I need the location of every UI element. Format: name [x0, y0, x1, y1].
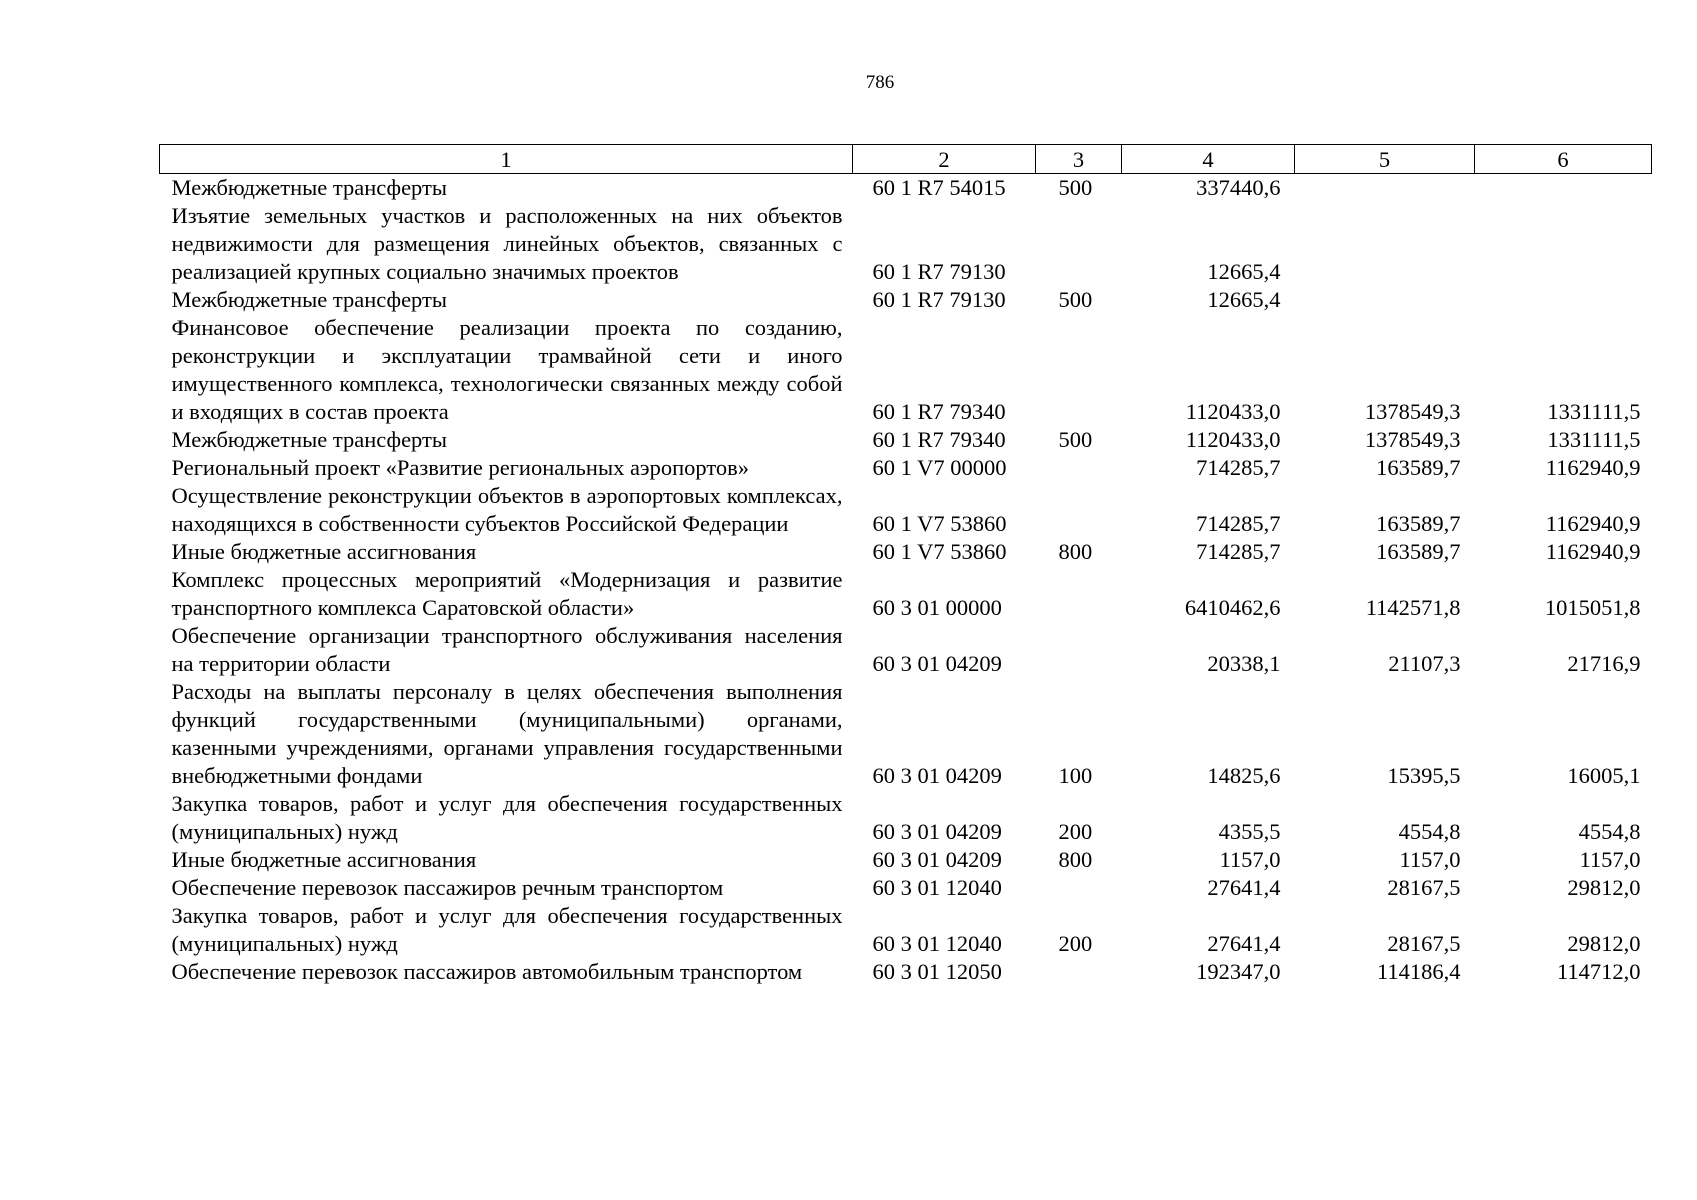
amount-col-4: 14825,6	[1207, 763, 1281, 788]
amount-col-5: 1142571,8	[1365, 595, 1461, 620]
column-header-5: 5	[1295, 145, 1475, 174]
amount-col-4: 12665,4	[1207, 287, 1281, 312]
amount-col-6: 29812,0	[1567, 931, 1641, 956]
table-row	[160, 538, 1652, 566]
table-row	[160, 790, 1652, 846]
expense-name: Иные бюджетные ассигнования	[171, 539, 477, 564]
expense-name: Изъятие земельных участков и расположенных на них объектов недвижимости для размещения линейных объектов, связанных с реализацией крупных социально значимых проектов	[171, 203, 843, 284]
amount-col-5: 163589,7	[1376, 539, 1461, 564]
expense-name: Межбюджетные трансферты	[171, 427, 447, 452]
amount-col-4: 27641,4	[1207, 875, 1281, 900]
expense-type: 100	[1058, 763, 1093, 788]
budget-code: 60 1 R7 79340	[872, 399, 1006, 424]
amount-col-4: 714285,7	[1196, 511, 1281, 536]
budget-code: 60 1 V7 53860	[872, 539, 1007, 564]
budget-code: 60 1 R7 79130	[872, 259, 1006, 284]
budget-code: 60 3 01 00000	[872, 595, 1002, 620]
table-row	[160, 566, 1652, 622]
table-row	[160, 286, 1652, 314]
amount-col-5: 15395,5	[1387, 763, 1461, 788]
page-number: 786	[865, 72, 895, 93]
amount-col-4: 20338,1	[1207, 651, 1281, 676]
amount-col-6: 1162940,9	[1545, 539, 1641, 564]
budget-code: 60 1 V7 53860	[872, 511, 1007, 536]
budget-code: 60 3 01 12050	[872, 959, 1002, 984]
table-row	[160, 846, 1652, 874]
table-row	[160, 902, 1652, 958]
amount-col-6: 1331111,5	[1547, 427, 1641, 452]
amount-col-6: 1157,0	[1579, 847, 1641, 872]
amount-col-5: 1157,0	[1399, 847, 1461, 872]
expense-type: 500	[1058, 427, 1093, 452]
amount-col-4: 1157,0	[1219, 847, 1281, 872]
budget-code: 60 3 01 12040	[872, 875, 1002, 900]
budget-code: 60 3 01 12040	[872, 931, 1002, 956]
column-header-3: 3	[1036, 145, 1122, 174]
amount-col-5: 114186,4	[1376, 959, 1461, 984]
amount-col-4: 12665,4	[1207, 259, 1281, 284]
expense-type	[1036, 454, 1122, 482]
amount-col-4: 192347,0	[1196, 959, 1281, 984]
expense-name: Закупка товаров, работ и услуг для обеспечения государственных (муниципальных) нужд	[171, 791, 843, 844]
expense-type: 500	[1058, 175, 1093, 200]
expense-name: Обеспечение перевозок пассажиров автомобильным транспортом	[171, 959, 803, 984]
amount-col-6: 1162940,9	[1545, 455, 1641, 480]
amount-col-6	[1475, 286, 1652, 314]
amount-col-5: 21107,3	[1388, 651, 1461, 676]
table-row	[160, 678, 1652, 790]
expense-name: Финансовое обеспечение реализации проекта по созданию, реконструкции и эксплуатации трамвайной сети и иного имущественного комплекса, технологически связанных между собой и входящих в состав проекта	[171, 315, 843, 424]
expense-type	[1036, 958, 1122, 986]
expense-type	[1036, 566, 1122, 622]
amount-col-6	[1475, 202, 1652, 286]
expense-name: Закупка товаров, работ и услуг для обеспечения государственных (муниципальных) нужд	[171, 903, 843, 956]
amount-col-6	[1475, 174, 1652, 203]
expense-name: Расходы на выплаты персоналу в целях обеспечения выполнения функций государственными (муниципальными) органами, казенными учреждениями, органами управления государственными внебюджетными фондами	[171, 679, 843, 788]
amount-col-6: 29812,0	[1567, 875, 1641, 900]
expense-name: Иные бюджетные ассигнования	[171, 847, 477, 872]
amount-col-6: 16005,1	[1567, 763, 1641, 788]
expense-name: Межбюджетные трансферты	[171, 287, 447, 312]
amount-col-5: 163589,7	[1376, 511, 1461, 536]
amount-col-5: 28167,5	[1387, 931, 1461, 956]
table-row	[160, 174, 1652, 203]
expense-type	[1036, 874, 1122, 902]
table-row	[160, 202, 1652, 286]
expense-name: Региональный проект «Развитие региональных аэропортов»	[171, 455, 749, 480]
expense-name: Комплекс процессных мероприятий «Модернизация и развитие транспортного комплекса Саратовской области»	[171, 567, 843, 620]
budget-code: 60 1 R7 54015	[872, 175, 1006, 200]
budget-code: 60 1 V7 00000	[872, 455, 1007, 480]
expense-type	[1036, 314, 1122, 426]
amount-col-5: 1378549,3	[1364, 399, 1461, 424]
amount-col-6: 114712,0	[1556, 959, 1641, 984]
expense-type: 800	[1058, 847, 1093, 872]
amount-col-5: 163589,7	[1376, 455, 1461, 480]
table-row	[160, 314, 1652, 426]
expense-type	[1036, 202, 1122, 286]
expense-type: 200	[1058, 819, 1093, 844]
table-row	[160, 454, 1652, 482]
budget-table	[159, 144, 1652, 986]
expense-type: 500	[1058, 287, 1093, 312]
header-row	[160, 145, 1652, 174]
amount-col-4: 714285,7	[1196, 539, 1281, 564]
amount-col-6: 1015051,8	[1544, 595, 1641, 620]
budget-code: 60 1 R7 79340	[872, 427, 1006, 452]
expense-name: Обеспечение перевозок пассажиров речным транспортом	[171, 875, 724, 900]
expense-type	[1036, 622, 1122, 678]
amount-col-4: 1120433,0	[1185, 399, 1281, 424]
amount-col-5: 1378549,3	[1364, 427, 1461, 452]
expense-name: Межбюджетные трансферты	[171, 175, 447, 200]
amount-col-4: 4355,5	[1218, 819, 1281, 844]
table-row	[160, 874, 1652, 902]
amount-col-5	[1295, 174, 1475, 203]
budget-code: 60 3 01 04209	[872, 763, 1002, 788]
table-row	[160, 958, 1652, 986]
expense-name: Осуществление реконструкции объектов в аэропортовых комплексах, находящихся в собственности субъектов Российской Федерации	[171, 483, 843, 536]
amount-col-4: 337440,6	[1196, 175, 1281, 200]
amount-col-5	[1295, 202, 1475, 286]
table-header	[160, 145, 1652, 174]
amount-col-4: 6410462,6	[1184, 595, 1281, 620]
budget-code: 60 1 R7 79130	[872, 287, 1006, 312]
amount-col-4: 27641,4	[1207, 931, 1281, 956]
amount-col-6: 1162940,9	[1545, 511, 1641, 536]
amount-col-5: 4554,8	[1398, 819, 1461, 844]
expense-type	[1036, 482, 1122, 538]
amount-col-6: 21716,9	[1567, 651, 1641, 676]
amount-col-6: 4554,8	[1578, 819, 1641, 844]
budget-code: 60 3 01 04209	[872, 819, 1002, 844]
table-body	[160, 174, 1652, 987]
budget-code: 60 3 01 04209	[872, 847, 1002, 872]
amount-col-5: 28167,5	[1387, 875, 1461, 900]
amount-col-5	[1295, 286, 1475, 314]
column-header-2: 2	[853, 145, 1036, 174]
amount-col-6: 1331111,5	[1547, 399, 1641, 424]
amount-col-4: 1120433,0	[1185, 427, 1281, 452]
expense-name: Обеспечение организации транспортного обслуживания населения на территории области	[171, 623, 843, 676]
amount-col-4: 714285,7	[1196, 455, 1281, 480]
table-row	[160, 482, 1652, 538]
column-header-4: 4	[1122, 145, 1295, 174]
expense-type: 200	[1058, 931, 1093, 956]
table-row	[160, 622, 1652, 678]
column-header-6: 6	[1475, 145, 1652, 174]
table-row	[160, 426, 1652, 454]
column-header-1: 1	[160, 145, 853, 174]
budget-code: 60 3 01 04209	[872, 651, 1002, 676]
expense-type: 800	[1058, 539, 1093, 564]
